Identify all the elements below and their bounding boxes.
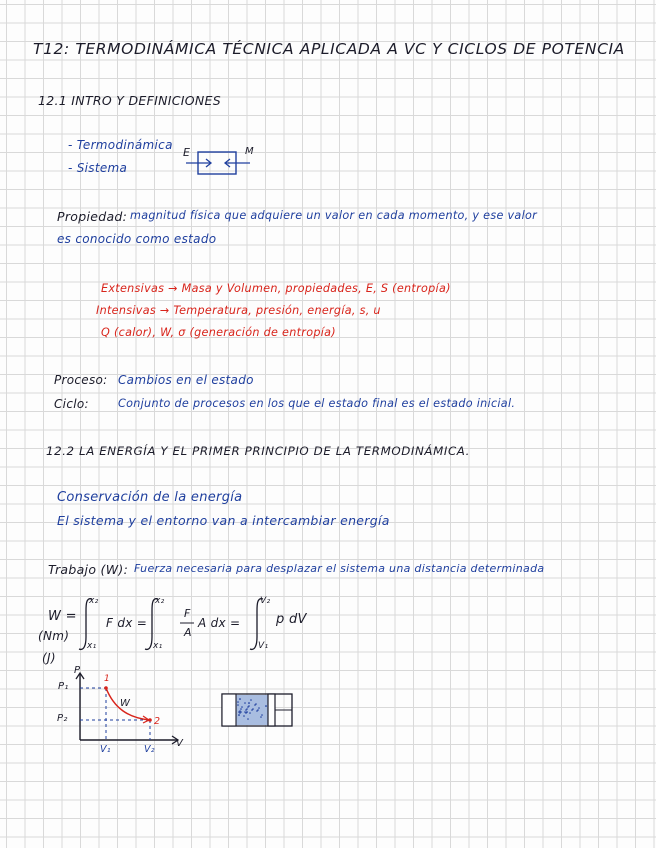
trabajo-label: Trabajo (W): bbox=[48, 562, 129, 577]
section-heading-12-2: 12.2 LA ENERGÍA Y EL PRIMER PRINCIPIO DE LA TERMODINÁMICA. bbox=[46, 444, 471, 458]
proceso-text: Cambios en el estado bbox=[118, 373, 254, 387]
section-heading-12-1: 12.1 INTRO Y DEFINICIONES bbox=[38, 93, 221, 108]
fraction-bar bbox=[180, 622, 194, 624]
frac-denominator: A bbox=[184, 626, 192, 639]
state-point-1 bbox=[104, 686, 108, 690]
int2-upper: x₂ bbox=[155, 596, 165, 606]
trabajo-text: Fuerza necesaria para desplazar el sistema una distancia determinada bbox=[134, 562, 545, 575]
ciclo-text: Conjunto de procesos en los que el estado final es el estado inicial. bbox=[118, 397, 516, 410]
bullet-sistema: - Sistema bbox=[68, 161, 128, 175]
formula-lhs: W = bbox=[48, 609, 77, 624]
ciclo-label: Ciclo: bbox=[54, 397, 89, 411]
mass-label: M bbox=[245, 146, 254, 157]
graph-p2-label: P₂ bbox=[57, 713, 68, 724]
formula-unit-nm: (Nm) bbox=[38, 629, 70, 643]
graph-p1-label: P₁ bbox=[58, 681, 69, 692]
graph-point1-label: 1 bbox=[104, 674, 111, 684]
graph-x-label: V bbox=[176, 738, 184, 749]
int2-body: A dx = bbox=[198, 616, 241, 630]
graph-area-label: W bbox=[120, 698, 131, 709]
graph-y-label: P bbox=[74, 665, 81, 676]
page-title: T12: TERMODINÁMICA TÉCNICA APLICADA A VC Y CICLOS DE POTENCIA bbox=[33, 40, 625, 58]
conservation-text: Conservación de la energía bbox=[57, 490, 243, 505]
bullet-termodinamica: - Termodinámica bbox=[68, 138, 173, 152]
others-line: Q (calor), W, σ (generación de entropía) bbox=[101, 326, 336, 339]
int1-lower: x₁ bbox=[87, 641, 97, 651]
int3-lower: V₁ bbox=[258, 641, 269, 651]
graph-point2-label: 2 bbox=[154, 716, 161, 727]
piston bbox=[268, 694, 275, 726]
exchange-text: El sistema y el entorno van a intercambiar energía bbox=[57, 513, 390, 528]
proceso-label: Proceso: bbox=[54, 373, 108, 387]
propiedad-line2: es conocido como estado bbox=[57, 232, 217, 246]
int2-lower: x₁ bbox=[153, 641, 163, 651]
piston-cylinder bbox=[220, 690, 296, 730]
propiedad-label: Propiedad: bbox=[57, 209, 128, 224]
int1-upper: x₂ bbox=[89, 596, 99, 606]
int1-body: F dx = bbox=[106, 616, 148, 630]
graph-v1-label: V₁ bbox=[100, 744, 111, 755]
formula-unit-j: (J) bbox=[42, 651, 56, 665]
frac-numerator: F bbox=[184, 607, 191, 620]
state-point-2 bbox=[148, 718, 152, 722]
left-cap bbox=[222, 694, 236, 726]
extensivas-line: Extensivas → Masa y Volumen, propiedades, E, S (entropía) bbox=[101, 282, 451, 295]
int3-upper: V₂ bbox=[260, 596, 271, 606]
propiedad-line1: magnitud física que adquiere un valor en cada momento, y ese valor bbox=[130, 209, 538, 222]
graph-v2-label: V₂ bbox=[144, 744, 155, 755]
pv-graph bbox=[50, 668, 200, 768]
int3-body: p dV bbox=[276, 612, 307, 627]
energy-label: E bbox=[183, 146, 191, 159]
intensivas-line: Intensivas → Temperatura, presión, energía, s, u bbox=[96, 304, 381, 317]
